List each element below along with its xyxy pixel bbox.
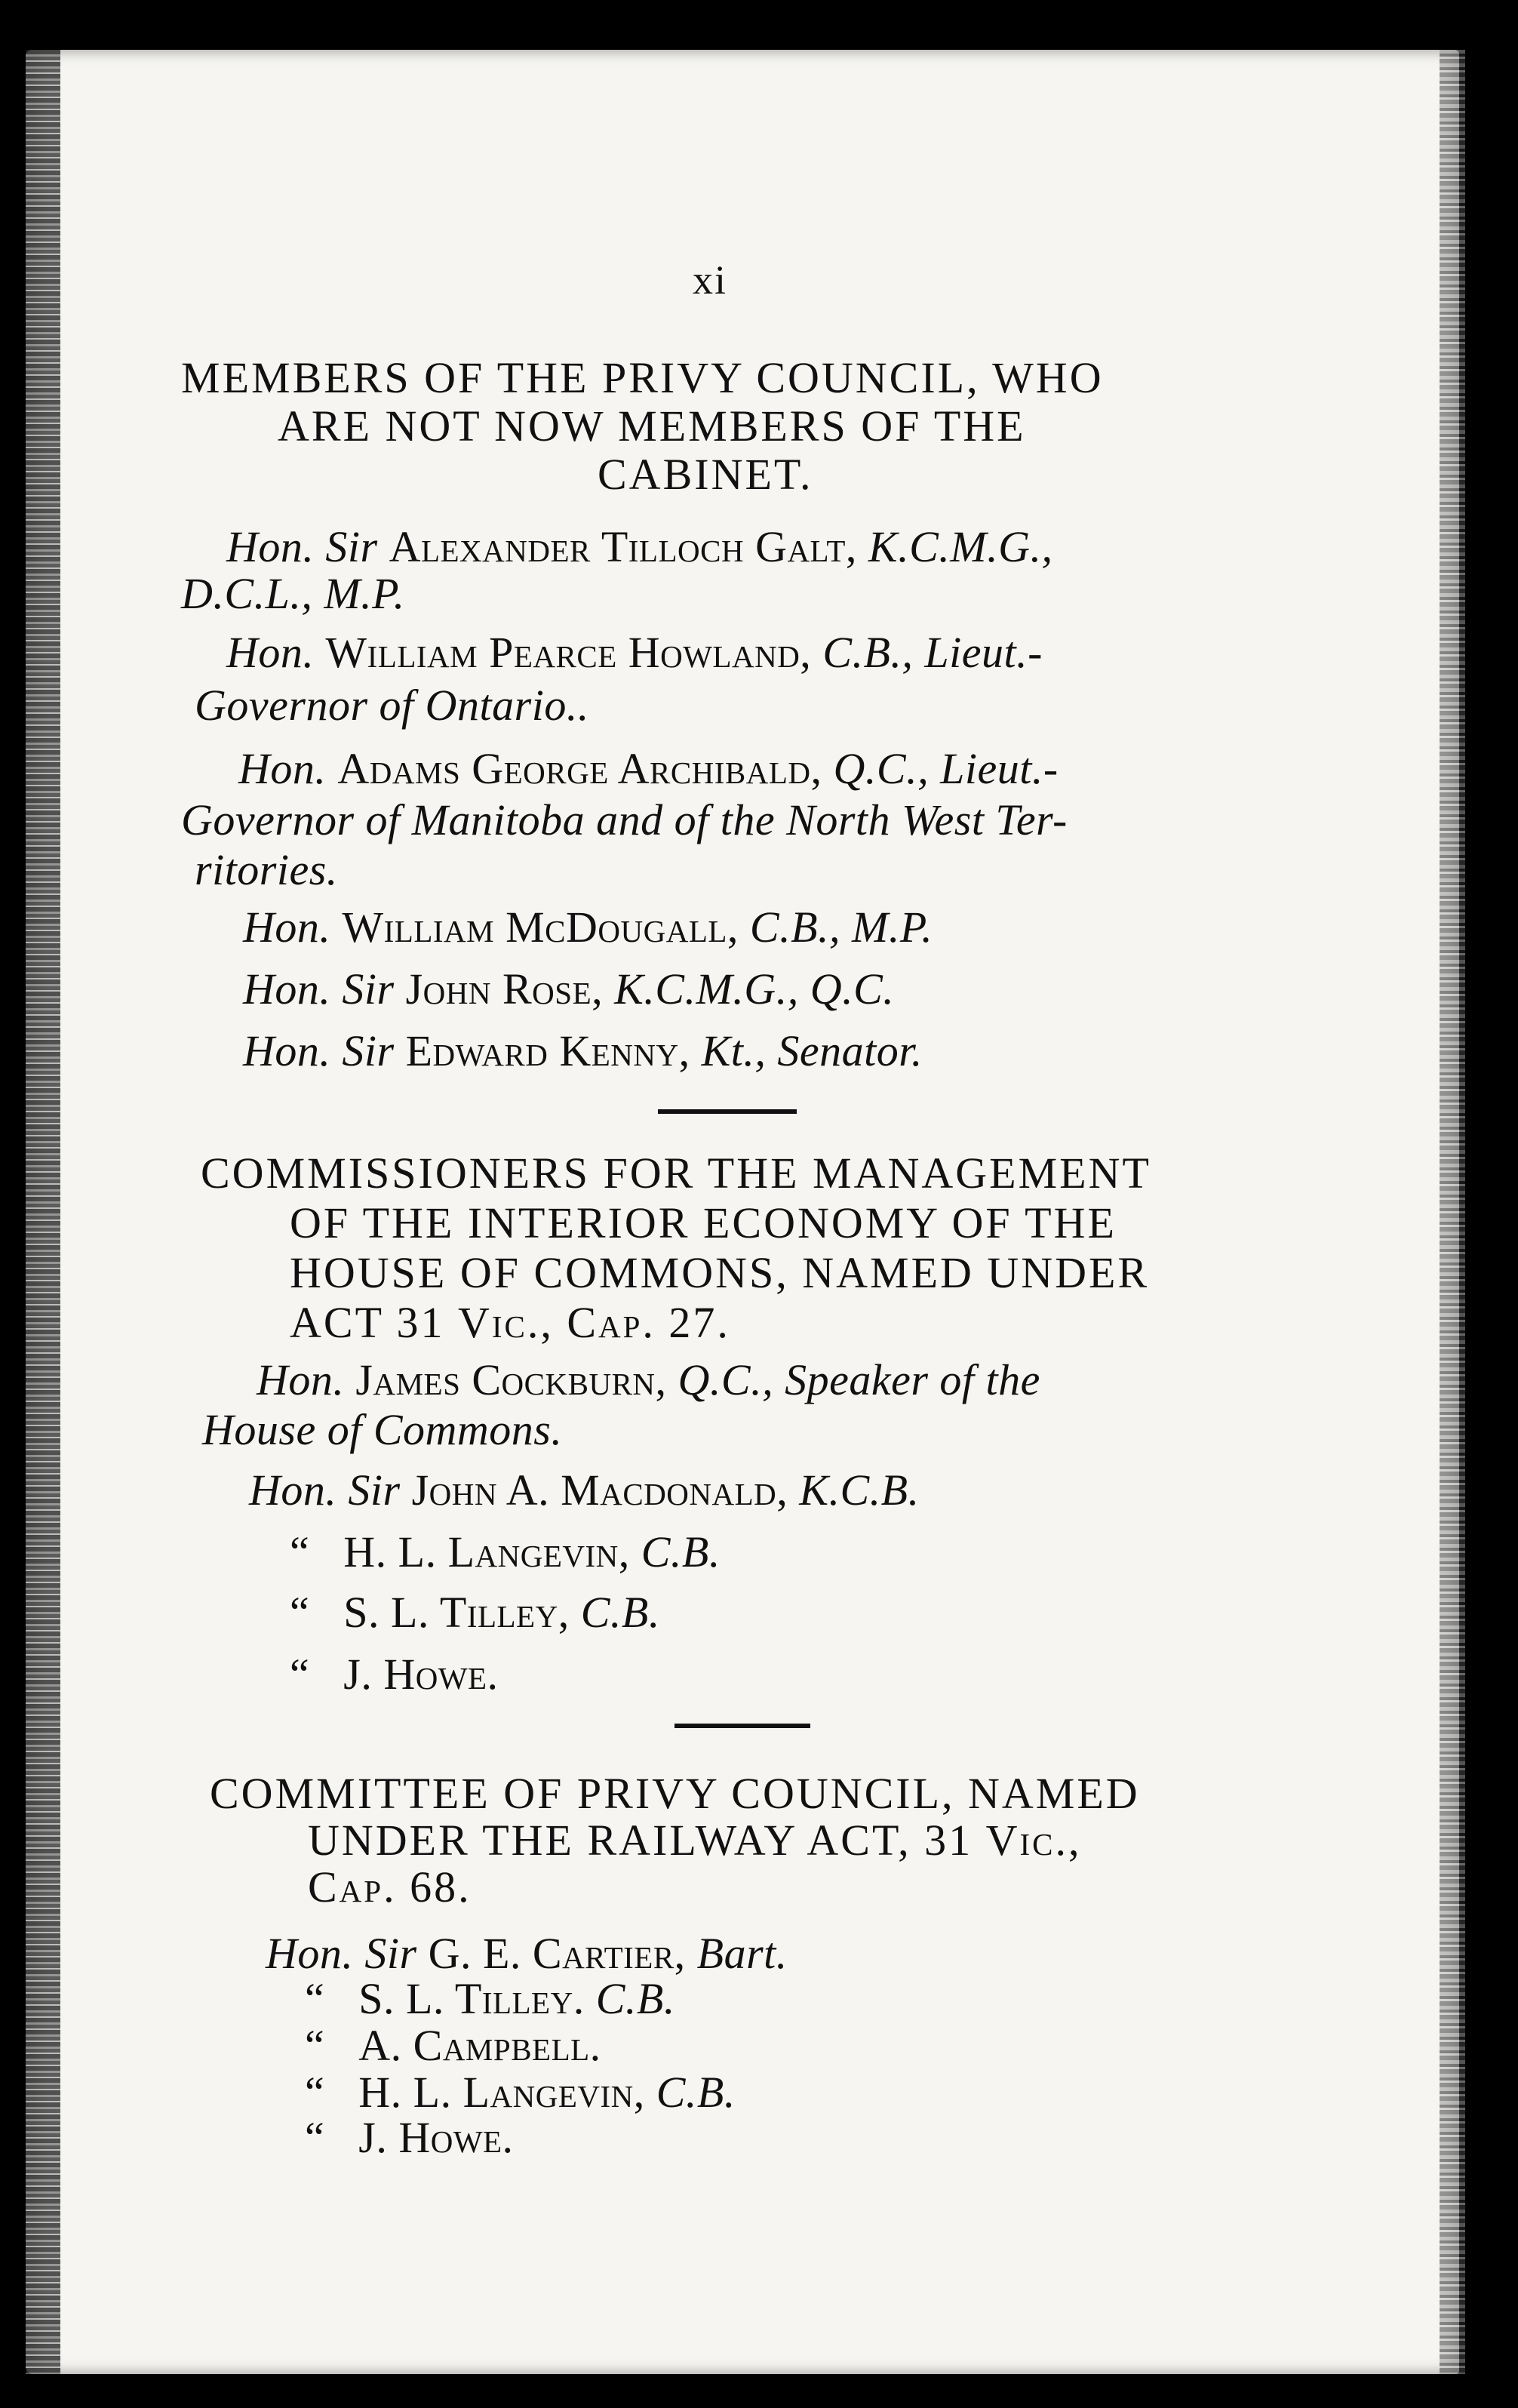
person-name: G. E. Cartier, bbox=[428, 1929, 686, 1978]
person-name: William McDougall, bbox=[342, 903, 739, 952]
section3-heading-line3: Cap. 68. bbox=[308, 1862, 472, 1911]
hon-label: Hon. bbox=[238, 744, 327, 793]
entry-campbell bbox=[305, 2019, 601, 2072]
section2-heading-line1: COMMISSIONERS FOR THE MANAGEMENT bbox=[201, 1149, 1151, 1198]
section3-heading-line2 bbox=[308, 1814, 1081, 1867]
entry-howe-1 bbox=[290, 1648, 499, 1701]
entry-cockburn bbox=[257, 1354, 1040, 1407]
person-name: J. Howe. bbox=[358, 2113, 514, 2162]
person-name: J. Howe. bbox=[343, 1650, 499, 1699]
section1-heading-line1: MEMBERS OF THE PRIVY COUNCIL, WHO bbox=[181, 353, 1104, 402]
ditto-mark: “ bbox=[290, 1527, 310, 1576]
honours: C.B. bbox=[580, 1588, 660, 1637]
honours: Q.C., Speaker of the bbox=[678, 1355, 1040, 1404]
person-name: S. L. Tilley, bbox=[343, 1588, 570, 1637]
page-number: xi bbox=[693, 257, 728, 303]
title-label: Sir bbox=[364, 1929, 417, 1978]
hon-label: Hon. bbox=[243, 903, 331, 952]
honours: C.B. bbox=[656, 2068, 736, 2117]
person-name: William Pearce Howland, bbox=[325, 628, 812, 677]
entry-howland-cont: Governor of Ontario.. bbox=[195, 681, 589, 730]
honours: Kt., Senator. bbox=[701, 1026, 923, 1075]
entry-kenny bbox=[243, 1025, 923, 1078]
person-name: James Cockburn, bbox=[355, 1355, 667, 1404]
ditto-mark: “ bbox=[290, 1588, 310, 1637]
heading-vic: Vic., bbox=[985, 1816, 1082, 1865]
hon-label: Hon. bbox=[226, 628, 315, 677]
section-divider-2 bbox=[674, 1724, 810, 1728]
title-label: Sir bbox=[325, 522, 378, 571]
hon-label: Hon. bbox=[243, 964, 331, 1013]
person-name: S. L. Tilley. bbox=[358, 1974, 585, 2023]
entry-mcdougall bbox=[243, 901, 933, 954]
entry-tilley-2 bbox=[305, 1973, 675, 2025]
entry-cockburn-cont: House of Commons. bbox=[202, 1405, 563, 1454]
hon-label: Hon. bbox=[226, 522, 315, 571]
person-name: John Rose, bbox=[405, 964, 604, 1013]
title-label: Sir bbox=[342, 964, 395, 1013]
ditto-mark: “ bbox=[305, 1974, 325, 2023]
entry-galt bbox=[226, 521, 1052, 574]
section-divider-1 bbox=[658, 1109, 797, 1114]
entry-rose bbox=[243, 963, 894, 1016]
person-name: H. L. Langevin, bbox=[358, 2068, 645, 2117]
entry-macdonald bbox=[249, 1464, 920, 1517]
section2-heading-line4 bbox=[290, 1296, 730, 1349]
person-name: A. Campbell. bbox=[358, 2021, 601, 2070]
entry-howland bbox=[226, 626, 1043, 679]
title-label: Sir bbox=[348, 1465, 401, 1515]
honours: K.C.B. bbox=[799, 1465, 920, 1515]
hon-label: Hon. bbox=[257, 1355, 345, 1404]
entry-galt-cont: D.C.L., M.P. bbox=[181, 569, 405, 618]
section2-heading-line3: HOUSE OF COMMONS, NAMED UNDER bbox=[290, 1248, 1150, 1297]
entry-howe-2 bbox=[305, 2111, 514, 2164]
entry-archibald-cont2: ritories. bbox=[195, 845, 338, 894]
hon-label: Hon. bbox=[249, 1465, 337, 1515]
person-name: H. L. Langevin, bbox=[343, 1527, 630, 1576]
honours: C.B., M.P. bbox=[749, 903, 933, 952]
hon-label: Hon. bbox=[243, 1026, 331, 1075]
hon-label: Hon. bbox=[266, 1929, 354, 1978]
person-name: Alexander Tilloch Galt, bbox=[389, 522, 857, 571]
honours: Q.C., Lieut.- bbox=[833, 744, 1059, 793]
heading-railway-act: UNDER THE RAILWAY ACT, 31 bbox=[308, 1816, 986, 1865]
heading-act: ACT 31 bbox=[290, 1298, 458, 1347]
ditto-mark: “ bbox=[305, 2113, 325, 2162]
honours: C.B. bbox=[641, 1527, 721, 1576]
section1-heading-line2: ARE NOT NOW MEMBERS OF THE bbox=[278, 401, 1026, 451]
section3-heading-line1: COMMITTEE OF PRIVY COUNCIL, NAMED bbox=[210, 1769, 1140, 1818]
title-label: Sir bbox=[342, 1026, 395, 1075]
ditto-mark: “ bbox=[305, 2021, 325, 2070]
section2-heading-line2: OF THE INTERIOR ECONOMY OF THE bbox=[290, 1198, 1117, 1247]
honours: K.C.M.G., Q.C. bbox=[614, 964, 895, 1013]
person-name: Adams George Archibald, bbox=[337, 744, 822, 793]
person-name: John A. Macdonald, bbox=[411, 1465, 788, 1515]
heading-vic-cap: Vic., Cap. 27. bbox=[457, 1298, 730, 1347]
person-name: Edward Kenny, bbox=[405, 1026, 690, 1075]
entry-archibald-cont: Governor of Manitoba and of the North West Ter- bbox=[181, 795, 1068, 844]
honours: K.C.M.G., bbox=[868, 522, 1053, 571]
section1-heading-line3: CABINET. bbox=[598, 450, 813, 499]
honours: C.B., Lieut.- bbox=[822, 628, 1043, 677]
honours: C.B. bbox=[595, 1974, 675, 2023]
ditto-mark: “ bbox=[290, 1650, 310, 1699]
entry-archibald bbox=[238, 743, 1059, 795]
ditto-mark: “ bbox=[305, 2068, 325, 2117]
honours: Bart. bbox=[696, 1929, 788, 1978]
entry-tilley-1 bbox=[290, 1586, 660, 1639]
entry-langevin-1 bbox=[290, 1526, 721, 1579]
